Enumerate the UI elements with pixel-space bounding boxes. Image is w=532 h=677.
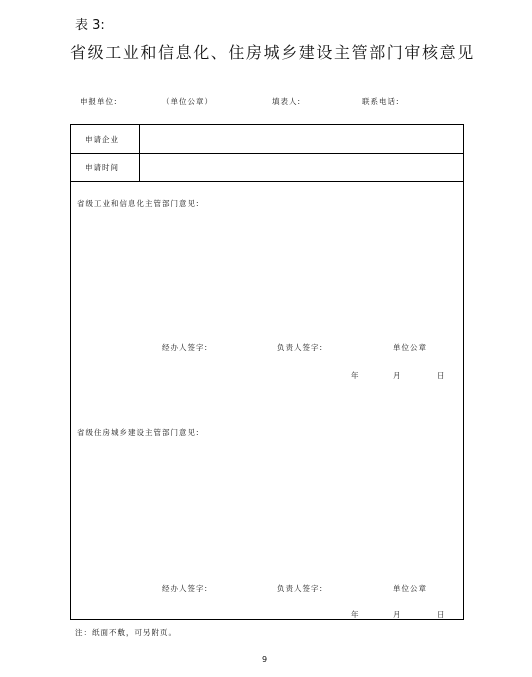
phone-label: 联系电话: xyxy=(362,97,400,106)
housing-dept-opinion-heading: 省级住房城乡建设主管部门意见: xyxy=(77,428,200,437)
applicant-company-label: 申请企业 xyxy=(85,135,119,144)
column-divider xyxy=(139,125,140,181)
year-label: 年 xyxy=(351,610,360,619)
unit-seal-label: 单位公章 xyxy=(393,584,427,593)
unit-seal-label: （单位公章） xyxy=(162,97,213,106)
month-label: 月 xyxy=(393,371,402,380)
filler-label: 填表人: xyxy=(272,97,302,106)
page-number: 9 xyxy=(262,655,268,664)
unit-seal-label: 单位公章 xyxy=(393,343,427,352)
responsible-signature-label: 负责人签字: xyxy=(277,584,324,593)
review-form-table xyxy=(70,124,464,620)
industry-dept-opinion-heading: 省级工业和信息化主管部门意见: xyxy=(77,199,200,208)
responsible-signature-label: 负责人签字: xyxy=(277,343,324,352)
handler-signature-label: 经办人签字: xyxy=(162,584,209,593)
year-label: 年 xyxy=(351,371,360,380)
day-label: 日 xyxy=(437,610,446,619)
page-title: 省级工业和信息化、住房城乡建设主管部门审核意见 xyxy=(70,43,475,62)
day-label: 日 xyxy=(437,371,446,380)
month-label: 月 xyxy=(393,610,402,619)
handler-signature-label: 经办人签字: xyxy=(162,343,209,352)
row-divider xyxy=(71,153,463,154)
reporting-unit-label: 申报单位: xyxy=(80,97,118,106)
footnote: 注：纸面不敷，可另附页。 xyxy=(75,628,177,637)
row-divider xyxy=(71,181,463,182)
application-time-label: 申请时间 xyxy=(85,163,119,172)
table-number: 表 3: xyxy=(75,18,105,33)
